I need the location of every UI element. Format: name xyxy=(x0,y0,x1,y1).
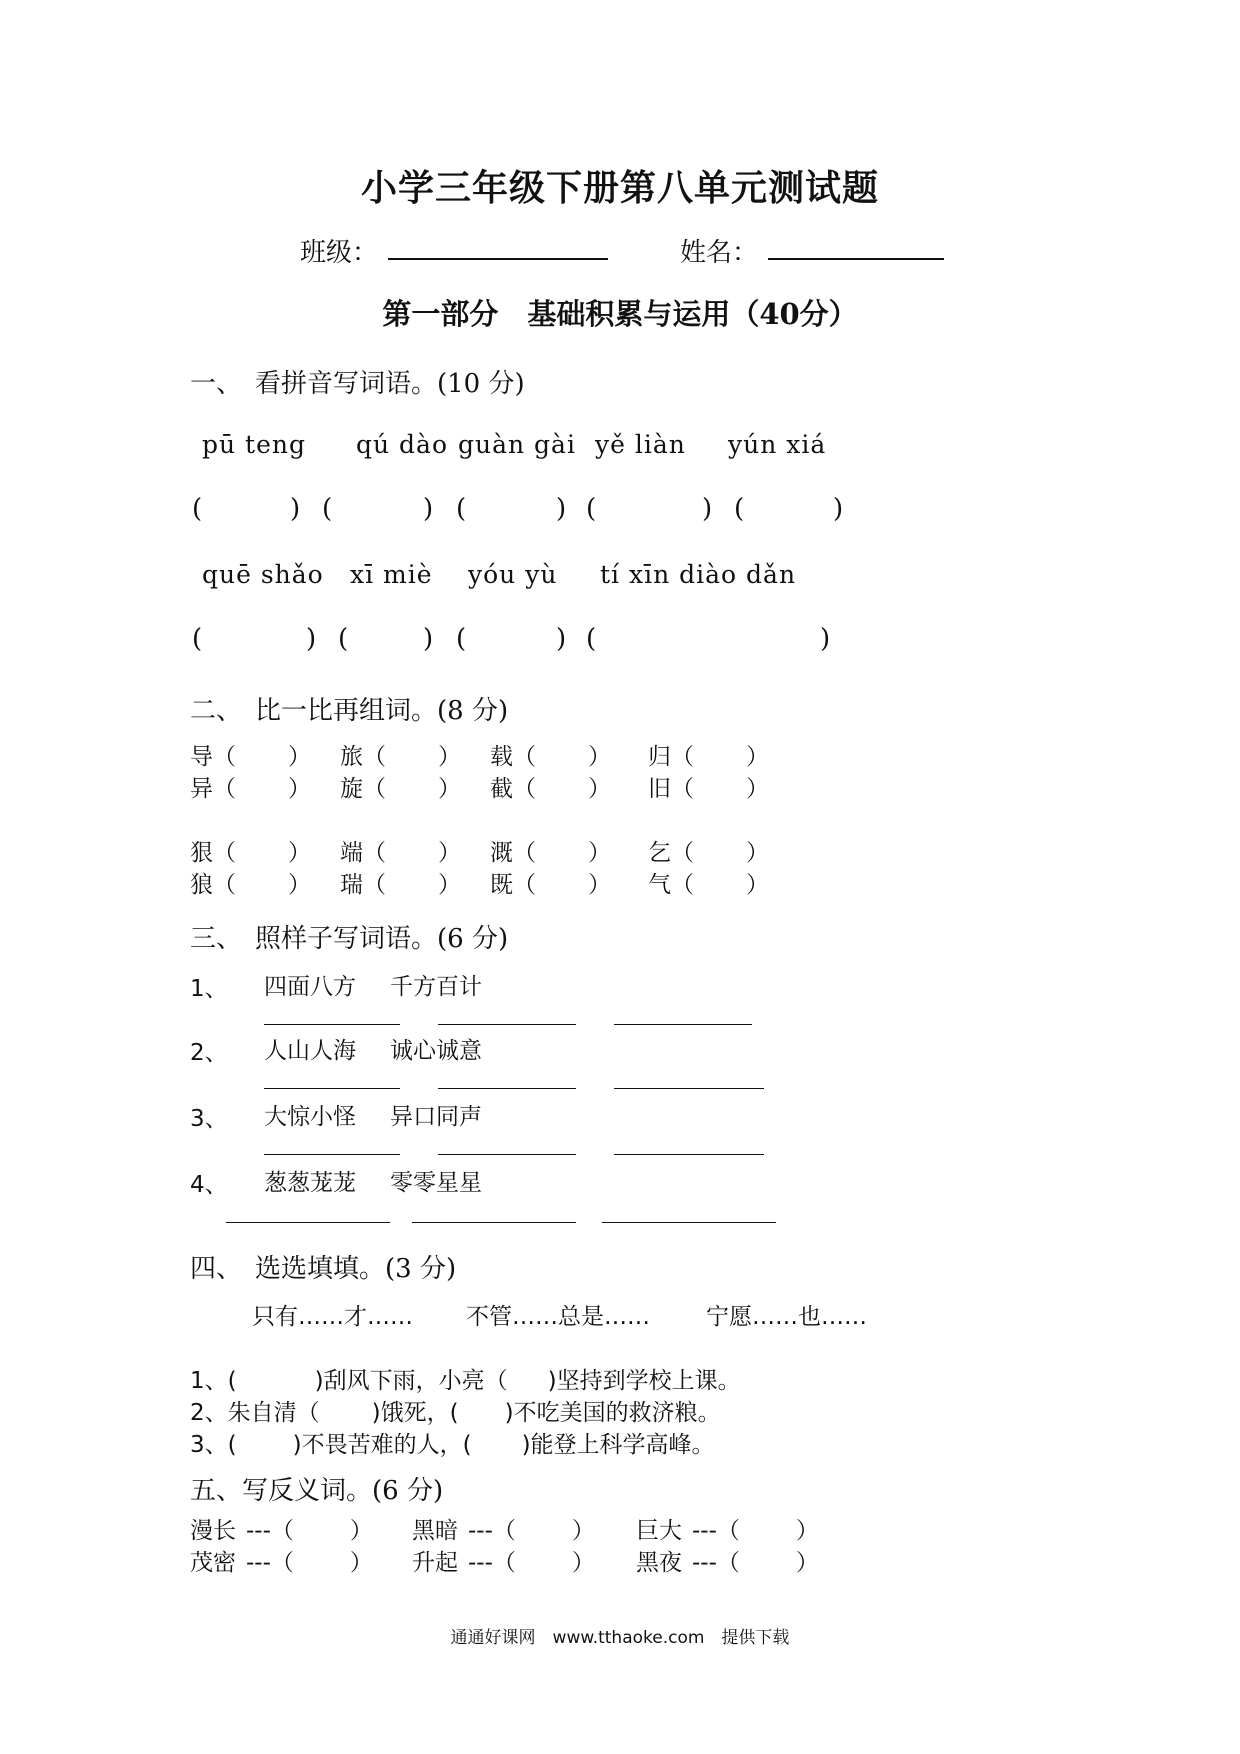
s4-sentence-3 xyxy=(190,1426,715,1459)
s2-paren-open: （ xyxy=(213,872,236,898)
answer-paren-5-open: ( xyxy=(734,494,745,524)
s2-char: 既 xyxy=(490,872,513,898)
s4-sentence-2 xyxy=(190,1394,721,1427)
s2-char: 异 xyxy=(190,776,213,802)
s2-paren-close: ） xyxy=(588,872,611,898)
s5-word: 茂密 xyxy=(190,1550,236,1576)
s5-dash: --- xyxy=(692,1518,717,1544)
answer-paren-6-close: ) xyxy=(306,624,317,654)
s2-paren-close: ） xyxy=(288,744,311,770)
s4-s1-part3: )坚持到学校上课。 xyxy=(547,1368,741,1394)
s3-blank-3c[interactable] xyxy=(614,1154,764,1155)
s2-char: 溉 xyxy=(490,840,513,866)
s2-char: 载 xyxy=(490,744,513,770)
s2-item xyxy=(340,834,461,867)
answer-paren-2-close: ) xyxy=(423,494,434,524)
answer-paren-8-open: ( xyxy=(456,624,467,654)
s5-item xyxy=(636,1512,819,1545)
s4-option-3: 宁愿……也…… xyxy=(706,1304,867,1330)
s5-item xyxy=(190,1544,373,1577)
answer-paren-8-close: ) xyxy=(556,624,567,654)
s2-item xyxy=(648,738,769,771)
answer-paren-7-open: ( xyxy=(338,624,349,654)
s2-paren-close: ） xyxy=(746,872,769,898)
s5-paren-close: ） xyxy=(795,1518,819,1544)
s4-s3-part2: )不畏苦难的人，( xyxy=(292,1432,472,1458)
answer-paren-5-close: ) xyxy=(833,494,844,524)
s5-paren-open: （ xyxy=(716,1518,740,1544)
answer-paren-6-open: ( xyxy=(192,624,203,654)
section-2-heading: 二、 比一比再组词。(8 分) xyxy=(190,696,509,726)
pinyin-1: pū teng xyxy=(202,430,306,459)
s2-item xyxy=(490,834,611,867)
s3-blank-4c[interactable] xyxy=(602,1222,776,1223)
s3-num-4: 4、 xyxy=(190,1172,228,1198)
s2-paren-close: ） xyxy=(438,744,461,770)
s3-example-1a: 四面八方 xyxy=(264,974,356,1000)
s2-item xyxy=(340,770,461,803)
s3-example-3a: 大惊小怪 xyxy=(264,1104,356,1130)
pinyin-3: guàn gài xyxy=(458,430,576,459)
pinyin-9: tí xīn diào dǎn xyxy=(600,560,797,589)
s2-paren-open: （ xyxy=(671,872,694,898)
s3-example-1b: 千方百计 xyxy=(390,974,482,1000)
s4-sentence-1 xyxy=(190,1362,741,1395)
s4-s3-part3: )能登上科学高峰。 xyxy=(521,1432,715,1458)
s4-s1-part1: 1、( xyxy=(190,1368,237,1394)
s2-paren-open: （ xyxy=(363,872,386,898)
s5-paren-open: （ xyxy=(492,1518,516,1544)
s3-blank-1c[interactable] xyxy=(614,1024,752,1025)
answer-paren-9-open: ( xyxy=(586,624,597,654)
section-5-heading: 五、写反义词。(6 分) xyxy=(190,1476,444,1506)
name-label: 姓名： xyxy=(680,238,759,268)
s2-paren-open: （ xyxy=(513,776,536,802)
s3-example-2a: 人山人海 xyxy=(264,1038,356,1064)
s2-item xyxy=(648,770,769,803)
s2-char: 狠 xyxy=(190,840,213,866)
s2-item xyxy=(340,738,461,771)
s5-item xyxy=(412,1544,595,1577)
s5-item xyxy=(412,1512,595,1545)
s3-blank-2a[interactable] xyxy=(264,1088,400,1089)
s5-word: 升起 xyxy=(412,1550,458,1576)
s5-word: 漫长 xyxy=(190,1518,236,1544)
s5-paren-open: （ xyxy=(270,1518,294,1544)
s2-char: 狼 xyxy=(190,872,213,898)
s2-paren-open: （ xyxy=(363,744,386,770)
s2-char: 旅 xyxy=(340,744,363,770)
s3-example-4a: 葱葱茏茏 xyxy=(264,1170,356,1196)
s3-blank-4a[interactable] xyxy=(226,1222,390,1223)
s2-char: 瑞 xyxy=(340,872,363,898)
s3-blank-2c[interactable] xyxy=(614,1088,764,1089)
s4-option-1: 只有……才…… xyxy=(252,1304,413,1330)
s5-word: 巨大 xyxy=(636,1518,682,1544)
s2-paren-open: （ xyxy=(513,840,536,866)
s2-paren-close: ） xyxy=(746,776,769,802)
answer-paren-1-open: ( xyxy=(192,494,203,524)
s4-s1-part2: )刮风下雨，小亮（ xyxy=(314,1368,508,1394)
s2-paren-open: （ xyxy=(213,840,236,866)
s4-s2-part2: )饿死，( xyxy=(371,1400,459,1426)
s2-paren-close: ） xyxy=(288,840,311,866)
pinyin-4: yě liàn xyxy=(595,430,686,459)
s2-item xyxy=(648,866,769,899)
s2-paren-close: ） xyxy=(438,872,461,898)
footer-source: 通通好课网 www.tthaoke.com 提供下载 xyxy=(450,1628,790,1648)
pinyin-8: yóu yù xyxy=(468,560,558,589)
s5-item xyxy=(190,1512,373,1545)
s2-paren-close: ） xyxy=(438,840,461,866)
s2-item xyxy=(490,866,611,899)
s5-paren-open: （ xyxy=(492,1550,516,1576)
s2-item xyxy=(190,866,311,899)
s5-word: 黑暗 xyxy=(412,1518,458,1544)
s3-blank-3b[interactable] xyxy=(438,1154,576,1155)
pinyin-2: qú dào xyxy=(356,430,449,459)
s2-item xyxy=(190,834,311,867)
s3-num-2: 2、 xyxy=(190,1040,228,1066)
s2-paren-close: ） xyxy=(288,776,311,802)
s2-char: 乞 xyxy=(648,840,671,866)
s5-word: 黑夜 xyxy=(636,1550,682,1576)
s2-item xyxy=(490,738,611,771)
s2-item xyxy=(648,834,769,867)
s3-example-4b: 零零星星 xyxy=(390,1170,482,1196)
s2-paren-close: ） xyxy=(746,744,769,770)
section-4-heading: 四、 选选填填。(3 分) xyxy=(190,1254,457,1284)
s2-paren-open: （ xyxy=(363,840,386,866)
s2-paren-open: （ xyxy=(671,744,694,770)
s5-paren-close: ） xyxy=(571,1550,595,1576)
s3-example-3b: 异口同声 xyxy=(390,1104,482,1130)
s2-paren-close: ） xyxy=(438,776,461,802)
s3-blank-1b[interactable] xyxy=(438,1024,576,1025)
s2-char: 气 xyxy=(648,872,671,898)
s2-paren-close: ） xyxy=(746,840,769,866)
class-input-line[interactable] xyxy=(388,258,608,260)
answer-paren-1-close: ) xyxy=(290,494,301,524)
s5-paren-open: （ xyxy=(270,1550,294,1576)
s2-paren-open: （ xyxy=(213,776,236,802)
s3-blank-1a[interactable] xyxy=(264,1024,400,1025)
pinyin-7: xī miè xyxy=(350,560,433,589)
s2-paren-open: （ xyxy=(213,744,236,770)
s5-dash: --- xyxy=(246,1550,271,1576)
s2-paren-open: （ xyxy=(513,744,536,770)
s5-dash: --- xyxy=(692,1550,717,1576)
class-label: 班级： xyxy=(300,238,379,268)
s2-paren-open: （ xyxy=(363,776,386,802)
s5-paren-close: ） xyxy=(349,1518,373,1544)
s3-blank-3a[interactable] xyxy=(264,1154,400,1155)
s5-paren-close: ） xyxy=(571,1518,595,1544)
s3-num-3: 3、 xyxy=(190,1106,228,1132)
s2-paren-open: （ xyxy=(671,776,694,802)
section-1-heading: 一、 看拼音写词语。(10 分) xyxy=(190,369,525,399)
part-one-heading: 第一部分 基础积累与运用（40分） xyxy=(382,297,858,331)
s2-char: 归 xyxy=(648,744,671,770)
answer-paren-4-close: ) xyxy=(702,494,713,524)
answer-paren-2-open: ( xyxy=(322,494,333,524)
s2-char: 导 xyxy=(190,744,213,770)
s5-dash: --- xyxy=(468,1518,493,1544)
section-3-heading: 三、 照样子写词语。(6 分) xyxy=(190,924,509,954)
s2-paren-open: （ xyxy=(671,840,694,866)
answer-paren-4-open: ( xyxy=(586,494,597,524)
s5-paren-close: ） xyxy=(349,1550,373,1576)
s3-num-1: 1、 xyxy=(190,976,228,1002)
s5-dash: --- xyxy=(468,1550,493,1576)
s2-item xyxy=(340,866,461,899)
s2-paren-close: ） xyxy=(288,872,311,898)
s4-s2-part1: 2、朱自清（ xyxy=(190,1400,320,1426)
s3-example-2b: 诚心诚意 xyxy=(390,1038,482,1064)
s3-blank-4b[interactable] xyxy=(412,1222,576,1223)
s2-paren-open: （ xyxy=(513,872,536,898)
s5-item xyxy=(636,1544,819,1577)
pinyin-6: quē shǎo xyxy=(202,560,324,589)
name-input-line[interactable] xyxy=(768,258,944,260)
s3-blank-2b[interactable] xyxy=(438,1088,576,1089)
s2-char: 截 xyxy=(490,776,513,802)
s4-s3-part1: 3、( xyxy=(190,1432,237,1458)
answer-paren-9-close: ) xyxy=(820,624,831,654)
s2-item xyxy=(190,770,311,803)
s2-item xyxy=(190,738,311,771)
answer-paren-7-close: ) xyxy=(423,624,434,654)
s2-item xyxy=(490,770,611,803)
s4-s2-part3: )不吃美国的救济粮。 xyxy=(504,1400,721,1426)
answer-paren-3-close: ) xyxy=(556,494,567,524)
s5-dash: --- xyxy=(246,1518,271,1544)
s2-paren-close: ） xyxy=(588,744,611,770)
s2-char: 旧 xyxy=(648,776,671,802)
pinyin-5: yún xiá xyxy=(728,430,827,459)
page-title: 小学三年级下册第八单元测试题 xyxy=(360,167,879,209)
s2-char: 端 xyxy=(340,840,363,866)
answer-paren-3-open: ( xyxy=(456,494,467,524)
s2-char: 旋 xyxy=(340,776,363,802)
s4-option-2: 不管……总是…… xyxy=(466,1304,650,1330)
s5-paren-open: （ xyxy=(716,1550,740,1576)
s5-paren-close: ） xyxy=(795,1550,819,1576)
s2-paren-close: ） xyxy=(588,840,611,866)
s2-paren-close: ） xyxy=(588,776,611,802)
